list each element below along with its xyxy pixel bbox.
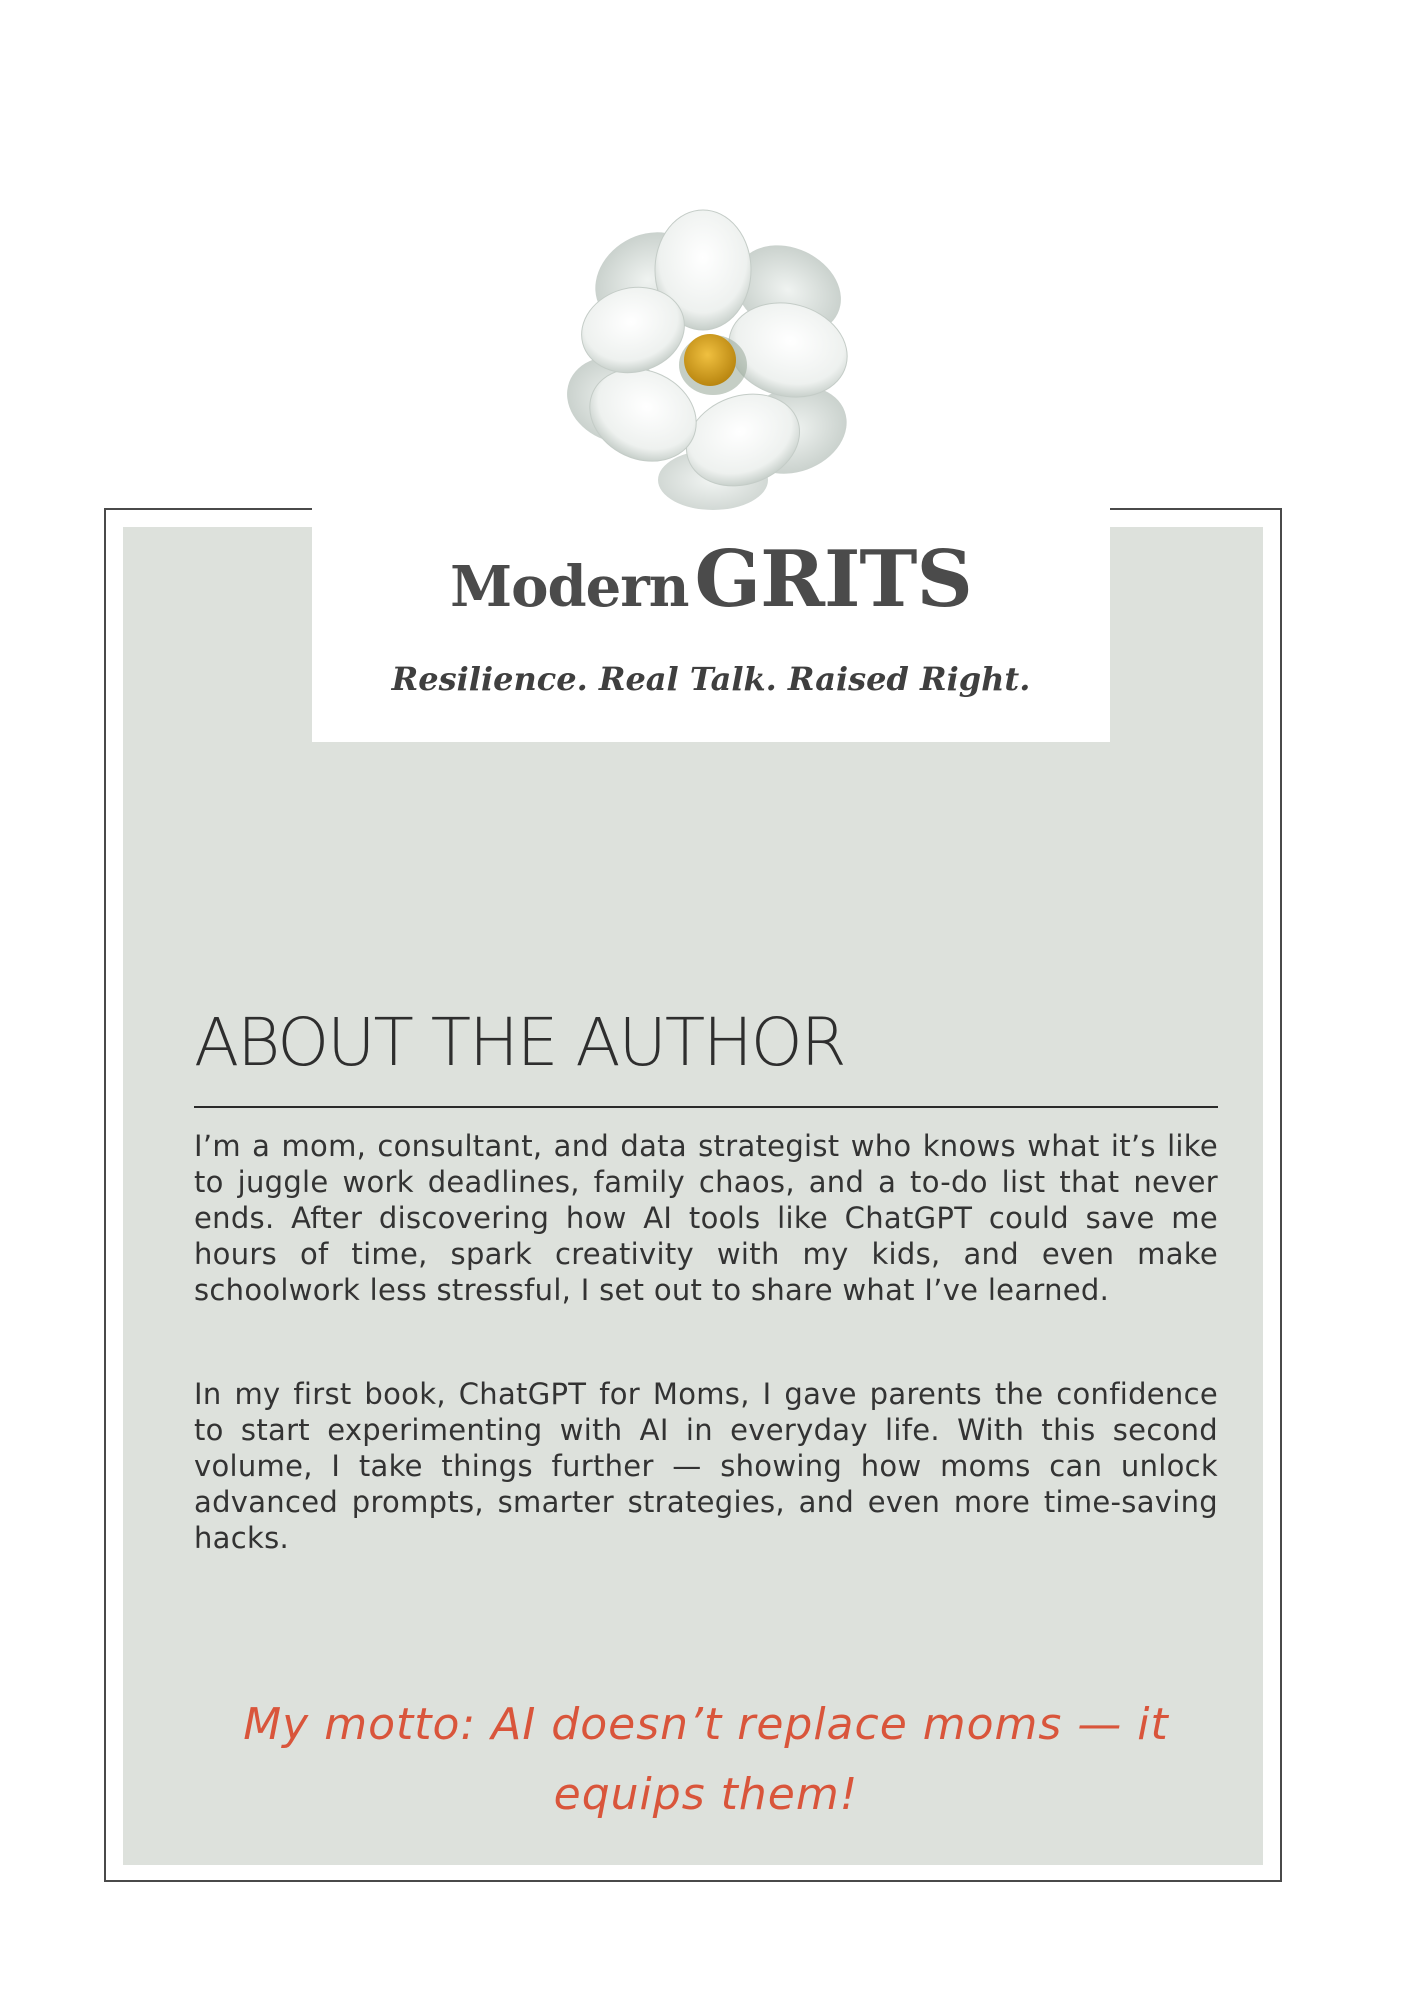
brand-name-grits: GRITS: [694, 534, 972, 625]
about-heading: ABOUT THE AUTHOR: [194, 1004, 845, 1081]
about-paragraph-2: In my first book, ChatGPT for Moms, I gave parents the confidence to start experimenting with AI in everyday life. With this second volume, I take things further — showing how moms can unlock advanced prompts, smarter strategies, and even more time-saving hacks.: [194, 1377, 1218, 1555]
brand-name-modern: Modern: [450, 554, 689, 620]
brand-name: [312, 534, 1110, 625]
magnolia-flower-icon: [538, 200, 878, 520]
heading-divider: [194, 1106, 1218, 1108]
flower-center: [684, 334, 736, 386]
author-motto: My motto: AI doesn’t replace moms — it equips them!: [243, 1699, 1169, 1820]
about-paragraph-1: I’m a mom, consultant, and data strategist who knows what it’s like to juggle work deadlines, family chaos, and a to-do list that never ends. After discovering how AI tools like ChatGPT could save me hours of time, spark creativity with my kids, and even make schoolwork less stressful, I set out to share what I’ve learned.: [194, 1129, 1218, 1307]
brand-tagline: Resilience. Real Talk. Raised Right.: [391, 660, 1031, 698]
logo-box: [312, 498, 1110, 742]
